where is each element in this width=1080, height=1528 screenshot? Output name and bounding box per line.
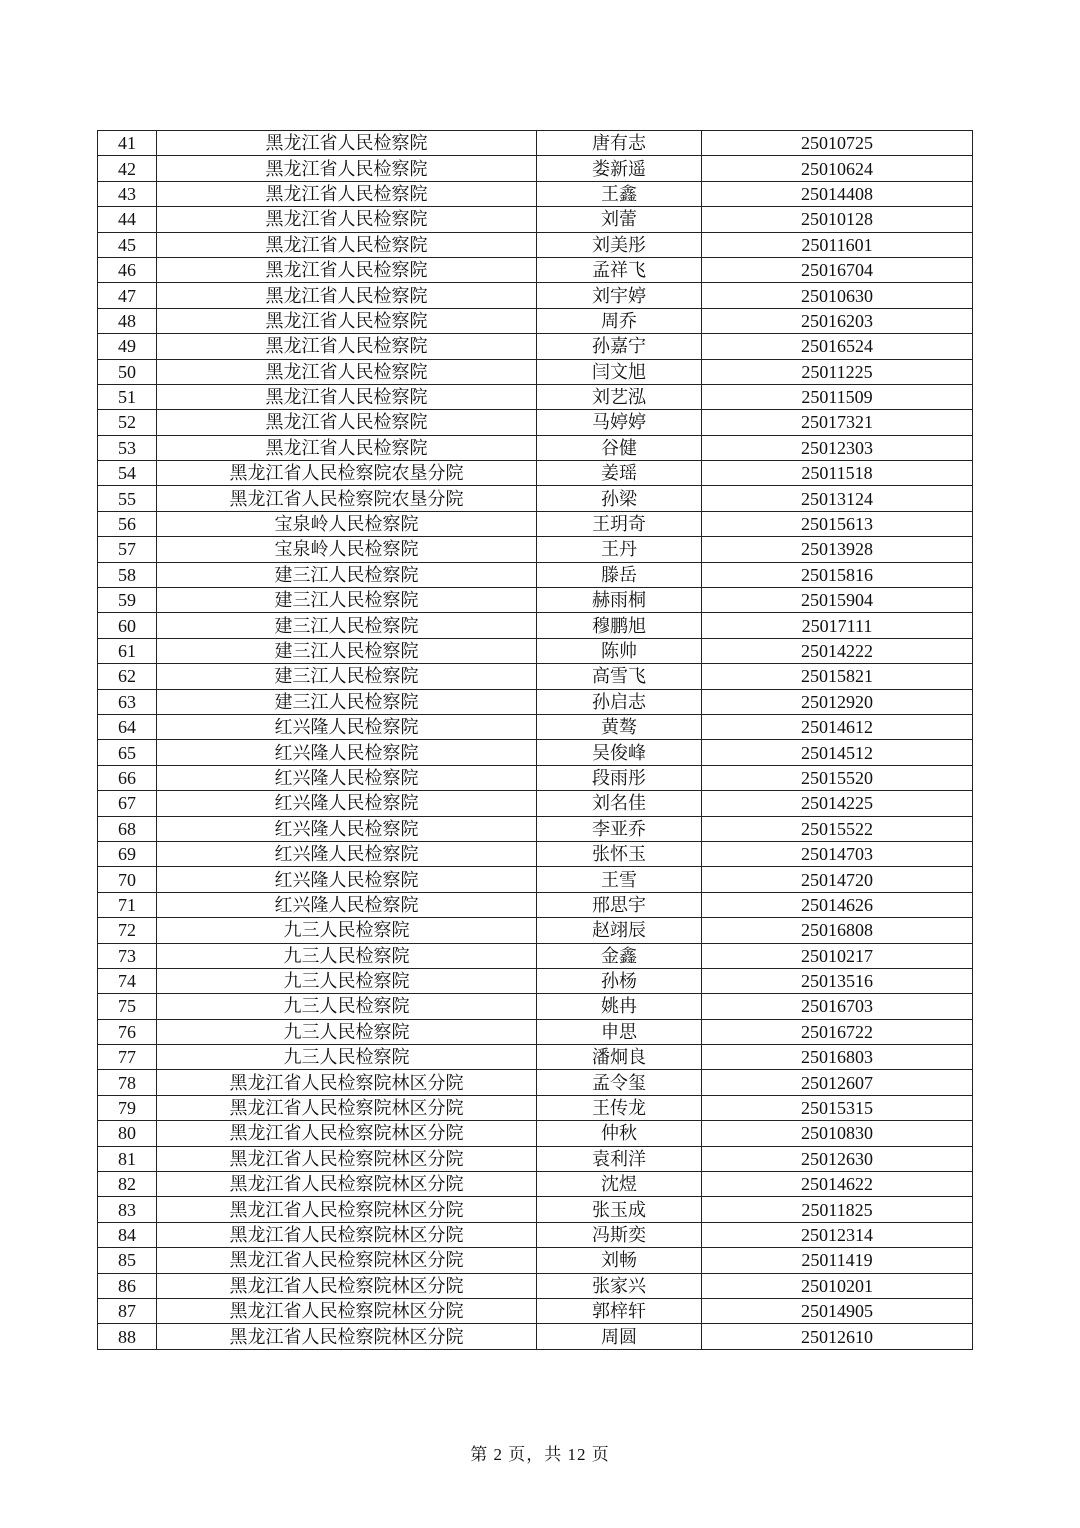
- organization-cell: 黑龙江省人民检察院林区分院: [157, 1248, 537, 1273]
- table-row: [98, 714, 973, 739]
- table-row: [98, 1197, 973, 1222]
- organization-cell: 黑龙江省人民检察院: [157, 308, 537, 333]
- organization-cell: 红兴隆人民检察院: [157, 791, 537, 816]
- person-name-cell: 袁利洋: [537, 1146, 702, 1171]
- organization-cell: 红兴隆人民检察院: [157, 892, 537, 917]
- row-number-cell: 71: [98, 892, 157, 917]
- exam-id-cell: 25016722: [702, 1019, 973, 1044]
- person-name-cell: 刘艺泓: [537, 384, 702, 409]
- table-row: [98, 1095, 973, 1120]
- exam-id-cell: 25011225: [702, 359, 973, 384]
- person-name-cell: 孙启志: [537, 689, 702, 714]
- organization-cell: 黑龙江省人民检察院林区分院: [157, 1222, 537, 1247]
- table-row: [98, 638, 973, 663]
- table-row: [98, 1019, 973, 1044]
- row-number-cell: 82: [98, 1172, 157, 1197]
- table-row: [98, 1248, 973, 1273]
- organization-cell: 九三人民检察院: [157, 994, 537, 1019]
- exam-id-cell: 25012630: [702, 1146, 973, 1171]
- table-row: [98, 1045, 973, 1070]
- row-number-cell: 48: [98, 308, 157, 333]
- row-number-cell: 78: [98, 1070, 157, 1095]
- row-number-cell: 60: [98, 613, 157, 638]
- row-number-cell: 41: [98, 131, 157, 156]
- row-number-cell: 75: [98, 994, 157, 1019]
- exam-id-cell: 25011419: [702, 1248, 973, 1273]
- person-name-cell: 王雪: [537, 867, 702, 892]
- person-name-cell: 娄新遥: [537, 156, 702, 181]
- exam-id-cell: 25014626: [702, 892, 973, 917]
- row-number-cell: 72: [98, 918, 157, 943]
- organization-cell: 黑龙江省人民检察院: [157, 257, 537, 282]
- organization-cell: 黑龙江省人民检察院: [157, 334, 537, 359]
- person-name-cell: 孙嘉宁: [537, 334, 702, 359]
- exam-id-cell: 25011518: [702, 461, 973, 486]
- exam-id-cell: 25012314: [702, 1222, 973, 1247]
- table-row: [98, 588, 973, 613]
- table-row: [98, 613, 973, 638]
- person-name-cell: 黄骜: [537, 714, 702, 739]
- exam-id-cell: 25012610: [702, 1324, 973, 1349]
- organization-cell: 九三人民检察院: [157, 918, 537, 943]
- table-row: [98, 918, 973, 943]
- row-number-cell: 64: [98, 714, 157, 739]
- person-name-cell: 郭梓轩: [537, 1298, 702, 1323]
- row-number-cell: 51: [98, 384, 157, 409]
- table-row: [98, 562, 973, 587]
- person-name-cell: 闫文旭: [537, 359, 702, 384]
- table-row: [98, 968, 973, 993]
- table-row: [98, 1172, 973, 1197]
- organization-cell: 黑龙江省人民检察院: [157, 384, 537, 409]
- table-row: [98, 435, 973, 460]
- person-name-cell: 邢思宇: [537, 892, 702, 917]
- organization-cell: 红兴隆人民检察院: [157, 714, 537, 739]
- organization-cell: 建三江人民检察院: [157, 588, 537, 613]
- table-row: [98, 511, 973, 536]
- person-name-cell: 刘畅: [537, 1248, 702, 1273]
- row-number-cell: 85: [98, 1248, 157, 1273]
- person-name-cell: 王玥奇: [537, 511, 702, 536]
- person-name-cell: 赵翊辰: [537, 918, 702, 943]
- person-name-cell: 王传龙: [537, 1095, 702, 1120]
- exam-id-cell: 25012303: [702, 435, 973, 460]
- person-name-cell: 马婷婷: [537, 410, 702, 435]
- exam-id-cell: 25016524: [702, 334, 973, 359]
- exam-id-cell: 25015522: [702, 816, 973, 841]
- person-name-cell: 潘炯良: [537, 1045, 702, 1070]
- table-row: [98, 537, 973, 562]
- person-name-cell: 刘美彤: [537, 232, 702, 257]
- organization-cell: 黑龙江省人民检察院: [157, 232, 537, 257]
- exam-id-cell: 25015816: [702, 562, 973, 587]
- row-number-cell: 44: [98, 207, 157, 232]
- row-number-cell: 86: [98, 1273, 157, 1298]
- table-row: [98, 994, 973, 1019]
- table-row: [98, 181, 973, 206]
- row-number-cell: 68: [98, 816, 157, 841]
- person-name-cell: 唐有志: [537, 131, 702, 156]
- exam-id-cell: 25016704: [702, 257, 973, 282]
- table-row: [98, 740, 973, 765]
- exam-id-cell: 25015821: [702, 664, 973, 689]
- roster-table: [97, 130, 973, 1350]
- organization-cell: 宝泉岭人民检察院: [157, 537, 537, 562]
- page-number-footer: 第 2 页，共 12 页: [470, 1445, 610, 1464]
- table-row: [98, 156, 973, 181]
- exam-id-cell: 25010128: [702, 207, 973, 232]
- person-name-cell: 陈帅: [537, 638, 702, 663]
- organization-cell: 建三江人民检察院: [157, 562, 537, 587]
- organization-cell: 黑龙江省人民检察院林区分院: [157, 1273, 537, 1298]
- row-number-cell: 57: [98, 537, 157, 562]
- organization-cell: 黑龙江省人民检察院林区分院: [157, 1070, 537, 1095]
- exam-id-cell: 25012607: [702, 1070, 973, 1095]
- row-number-cell: 79: [98, 1095, 157, 1120]
- exam-id-cell: 25016703: [702, 994, 973, 1019]
- exam-id-cell: 25014720: [702, 867, 973, 892]
- row-number-cell: 49: [98, 334, 157, 359]
- exam-id-cell: 25010725: [702, 131, 973, 156]
- row-number-cell: 53: [98, 435, 157, 460]
- person-name-cell: 孟令玺: [537, 1070, 702, 1095]
- organization-cell: 红兴隆人民检察院: [157, 841, 537, 866]
- exam-id-cell: 25010217: [702, 943, 973, 968]
- organization-cell: 红兴隆人民检察院: [157, 740, 537, 765]
- person-name-cell: 孟祥飞: [537, 257, 702, 282]
- table-row: [98, 308, 973, 333]
- person-name-cell: 冯斯奕: [537, 1222, 702, 1247]
- table-row: [98, 689, 973, 714]
- person-name-cell: 孙杨: [537, 968, 702, 993]
- organization-cell: 九三人民检察院: [157, 943, 537, 968]
- exam-id-cell: 25015613: [702, 511, 973, 536]
- table-row: [98, 664, 973, 689]
- row-number-cell: 73: [98, 943, 157, 968]
- organization-cell: 黑龙江省人民检察院: [157, 207, 537, 232]
- person-name-cell: 张怀玉: [537, 841, 702, 866]
- table-row: [98, 461, 973, 486]
- organization-cell: 黑龙江省人民检察院: [157, 156, 537, 181]
- row-number-cell: 80: [98, 1121, 157, 1146]
- person-name-cell: 高雪飞: [537, 664, 702, 689]
- organization-cell: 黑龙江省人民检察院林区分院: [157, 1095, 537, 1120]
- person-name-cell: 张家兴: [537, 1273, 702, 1298]
- table-row: [98, 1273, 973, 1298]
- table-row: [98, 1298, 973, 1323]
- person-name-cell: 滕岳: [537, 562, 702, 587]
- row-number-cell: 74: [98, 968, 157, 993]
- organization-cell: 黑龙江省人民检察院林区分院: [157, 1298, 537, 1323]
- organization-cell: 黑龙江省人民检察院: [157, 359, 537, 384]
- table-row: [98, 816, 973, 841]
- row-number-cell: 55: [98, 486, 157, 511]
- organization-cell: 红兴隆人民检察院: [157, 867, 537, 892]
- table-row: [98, 892, 973, 917]
- row-number-cell: 52: [98, 410, 157, 435]
- row-number-cell: 45: [98, 232, 157, 257]
- exam-id-cell: 25011601: [702, 232, 973, 257]
- row-number-cell: 61: [98, 638, 157, 663]
- organization-cell: 黑龙江省人民检察院林区分院: [157, 1121, 537, 1146]
- exam-id-cell: 25010624: [702, 156, 973, 181]
- row-number-cell: 50: [98, 359, 157, 384]
- organization-cell: 黑龙江省人民检察院: [157, 410, 537, 435]
- organization-cell: 建三江人民检察院: [157, 689, 537, 714]
- person-name-cell: 沈煜: [537, 1172, 702, 1197]
- organization-cell: 黑龙江省人民检察院: [157, 131, 537, 156]
- row-number-cell: 66: [98, 765, 157, 790]
- exam-id-cell: 25015904: [702, 588, 973, 613]
- table-row: [98, 791, 973, 816]
- person-name-cell: 段雨彤: [537, 765, 702, 790]
- exam-id-cell: 25014703: [702, 841, 973, 866]
- row-number-cell: 43: [98, 181, 157, 206]
- row-number-cell: 46: [98, 257, 157, 282]
- table-row: [98, 359, 973, 384]
- organization-cell: 建三江人民检察院: [157, 613, 537, 638]
- person-name-cell: 刘宇婷: [537, 283, 702, 308]
- row-number-cell: 88: [98, 1324, 157, 1349]
- row-number-cell: 87: [98, 1298, 157, 1323]
- table-row: [98, 1070, 973, 1095]
- organization-cell: 黑龙江省人民检察院林区分院: [157, 1324, 537, 1349]
- table-row: [98, 943, 973, 968]
- person-name-cell: 李亚乔: [537, 816, 702, 841]
- organization-cell: 黑龙江省人民检察院农垦分院: [157, 461, 537, 486]
- person-name-cell: 王鑫: [537, 181, 702, 206]
- person-name-cell: 姜瑶: [537, 461, 702, 486]
- organization-cell: 黑龙江省人民检察院林区分院: [157, 1172, 537, 1197]
- organization-cell: 黑龙江省人民检察院: [157, 283, 537, 308]
- exam-id-cell: 25016203: [702, 308, 973, 333]
- row-number-cell: 76: [98, 1019, 157, 1044]
- exam-id-cell: 25014905: [702, 1298, 973, 1323]
- exam-id-cell: 25015520: [702, 765, 973, 790]
- row-number-cell: 77: [98, 1045, 157, 1070]
- person-name-cell: 吴俊峰: [537, 740, 702, 765]
- organization-cell: 黑龙江省人民检察院: [157, 181, 537, 206]
- person-name-cell: 赫雨桐: [537, 588, 702, 613]
- table-row: [98, 384, 973, 409]
- organization-cell: 九三人民检察院: [157, 1019, 537, 1044]
- row-number-cell: 70: [98, 867, 157, 892]
- table-row: [98, 131, 973, 156]
- row-number-cell: 67: [98, 791, 157, 816]
- row-number-cell: 69: [98, 841, 157, 866]
- row-number-cell: 42: [98, 156, 157, 181]
- table-row: [98, 1146, 973, 1171]
- exam-id-cell: 25010830: [702, 1121, 973, 1146]
- exam-id-cell: 25012920: [702, 689, 973, 714]
- table-row: [98, 207, 973, 232]
- table-row: [98, 334, 973, 359]
- exam-id-cell: 25011825: [702, 1197, 973, 1222]
- exam-id-cell: 25013516: [702, 968, 973, 993]
- organization-cell: 黑龙江省人民检察院林区分院: [157, 1146, 537, 1171]
- person-name-cell: 孙梁: [537, 486, 702, 511]
- row-number-cell: 59: [98, 588, 157, 613]
- exam-id-cell: 25016803: [702, 1045, 973, 1070]
- organization-cell: 建三江人民检察院: [157, 638, 537, 663]
- table-row: [98, 867, 973, 892]
- row-number-cell: 58: [98, 562, 157, 587]
- exam-id-cell: 25014622: [702, 1172, 973, 1197]
- exam-id-cell: 25014612: [702, 714, 973, 739]
- table-row: [98, 283, 973, 308]
- row-number-cell: 56: [98, 511, 157, 536]
- exam-id-cell: 25016808: [702, 918, 973, 943]
- exam-id-cell: 25013124: [702, 486, 973, 511]
- exam-id-cell: 25010201: [702, 1273, 973, 1298]
- table-row: [98, 765, 973, 790]
- person-name-cell: 姚冉: [537, 994, 702, 1019]
- table-row: [98, 232, 973, 257]
- organization-cell: 黑龙江省人民检察院林区分院: [157, 1197, 537, 1222]
- table-row: [98, 1121, 973, 1146]
- table-row: [98, 841, 973, 866]
- person-name-cell: 周圆: [537, 1324, 702, 1349]
- table-row: [98, 1324, 973, 1349]
- person-name-cell: 刘名佳: [537, 791, 702, 816]
- exam-id-cell: 25010630: [702, 283, 973, 308]
- person-name-cell: 仲秋: [537, 1121, 702, 1146]
- row-number-cell: 81: [98, 1146, 157, 1171]
- row-number-cell: 47: [98, 283, 157, 308]
- row-number-cell: 84: [98, 1222, 157, 1247]
- exam-id-cell: 25014408: [702, 181, 973, 206]
- organization-cell: 红兴隆人民检察院: [157, 816, 537, 841]
- person-name-cell: 申思: [537, 1019, 702, 1044]
- organization-cell: 宝泉岭人民检察院: [157, 511, 537, 536]
- person-name-cell: 穆鹏旭: [537, 613, 702, 638]
- person-name-cell: 金鑫: [537, 943, 702, 968]
- exam-id-cell: 25017321: [702, 410, 973, 435]
- organization-cell: 黑龙江省人民检察院: [157, 435, 537, 460]
- exam-id-cell: 25017111: [702, 613, 973, 638]
- exam-id-cell: 25014225: [702, 791, 973, 816]
- person-name-cell: 刘蕾: [537, 207, 702, 232]
- exam-id-cell: 25014222: [702, 638, 973, 663]
- row-number-cell: 83: [98, 1197, 157, 1222]
- person-name-cell: 谷健: [537, 435, 702, 460]
- table-row: [98, 257, 973, 282]
- row-number-cell: 63: [98, 689, 157, 714]
- exam-id-cell: 25014512: [702, 740, 973, 765]
- exam-id-cell: 25013928: [702, 537, 973, 562]
- row-number-cell: 65: [98, 740, 157, 765]
- person-name-cell: 张玉成: [537, 1197, 702, 1222]
- organization-cell: 建三江人民检察院: [157, 664, 537, 689]
- person-name-cell: 王丹: [537, 537, 702, 562]
- table-row: [98, 410, 973, 435]
- person-name-cell: 周乔: [537, 308, 702, 333]
- organization-cell: 九三人民检察院: [157, 968, 537, 993]
- table-row: [98, 1222, 973, 1247]
- organization-cell: 红兴隆人民检察院: [157, 765, 537, 790]
- table-row: [98, 486, 973, 511]
- row-number-cell: 54: [98, 461, 157, 486]
- exam-id-cell: 25011509: [702, 384, 973, 409]
- row-number-cell: 62: [98, 664, 157, 689]
- roster-table-body: [98, 131, 973, 1350]
- organization-cell: 九三人民检察院: [157, 1045, 537, 1070]
- exam-id-cell: 25015315: [702, 1095, 973, 1120]
- organization-cell: 黑龙江省人民检察院农垦分院: [157, 486, 537, 511]
